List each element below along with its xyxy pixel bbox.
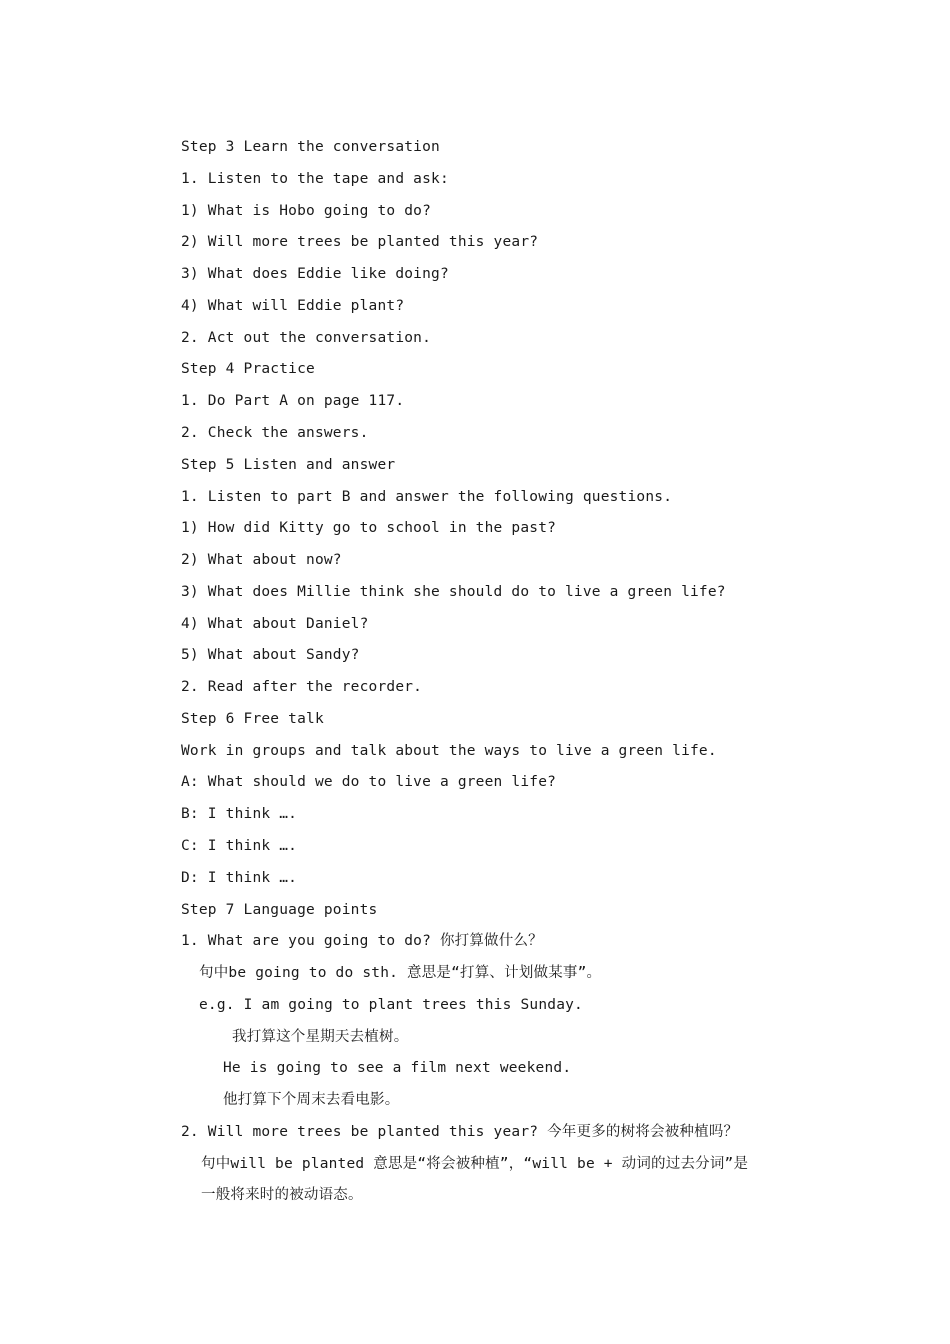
- question-line: 3) What does Eddie like doing?: [181, 266, 449, 282]
- explanation-line: 句中will be planted 意思是“将会被种植”，“will be + 动词的过去分词”是: [201, 1156, 749, 1172]
- question-line: 1) What is Hobo going to do?: [181, 203, 432, 219]
- question-line: 3) What does Millie think she should do to live a green life?: [181, 584, 726, 600]
- step-3-heading: Step 3 Learn the conversation: [181, 139, 440, 155]
- question-line: 2) Will more trees be planted this year?: [181, 234, 539, 250]
- question-line: 2) What about now?: [181, 552, 342, 568]
- step-4-heading: Step 4 Practice: [181, 361, 315, 377]
- explanation-line: 一般将来时的被动语态。: [201, 1187, 363, 1203]
- text-line: 1. Listen to part B and answer the following questions.: [181, 489, 673, 505]
- example-line: e.g. I am going to plant trees this Sunday.: [199, 997, 583, 1013]
- language-point: 1. What are you going to do? 你打算做什么？: [181, 933, 543, 949]
- explanation-line: 句中be going to do sth. 意思是“打算、计划做某事”。: [199, 965, 602, 981]
- question-line: 1) How did Kitty go to school in the past?: [181, 520, 557, 536]
- dialogue-line: D: I think ….: [181, 870, 298, 886]
- text-line: 2. Check the answers.: [181, 425, 369, 441]
- text-line: 2. Read after the recorder.: [181, 679, 423, 695]
- translation-line: 他打算下个周末去看电影。: [223, 1092, 400, 1108]
- step-7-heading: Step 7 Language points: [181, 902, 378, 918]
- text-line: 2. Act out the conversation.: [181, 330, 432, 346]
- question-line: 4) What will Eddie plant?: [181, 298, 405, 314]
- dialogue-line: C: I think ….: [181, 838, 298, 854]
- dialogue-line: A: What should we do to live a green life?: [181, 774, 557, 790]
- example-line: He is going to see a film next weekend.: [223, 1060, 572, 1076]
- question-line: 5) What about Sandy?: [181, 647, 360, 663]
- text-line: 1. Listen to the tape and ask:: [181, 171, 449, 187]
- text-line: 1. Do Part A on page 117.: [181, 393, 405, 409]
- step-6-heading: Step 6 Free talk: [181, 711, 324, 727]
- step-5-heading: Step 5 Listen and answer: [181, 457, 396, 473]
- translation-line: 我打算这个星期天去植树。: [232, 1029, 409, 1045]
- text-line: Work in groups and talk about the ways to live a green life.: [181, 743, 717, 759]
- dialogue-line: B: I think ….: [181, 806, 298, 822]
- question-line: 4) What about Daniel?: [181, 616, 369, 632]
- language-point: 2. Will more trees be planted this year? 今年更多的树将会被种植吗？: [181, 1124, 739, 1140]
